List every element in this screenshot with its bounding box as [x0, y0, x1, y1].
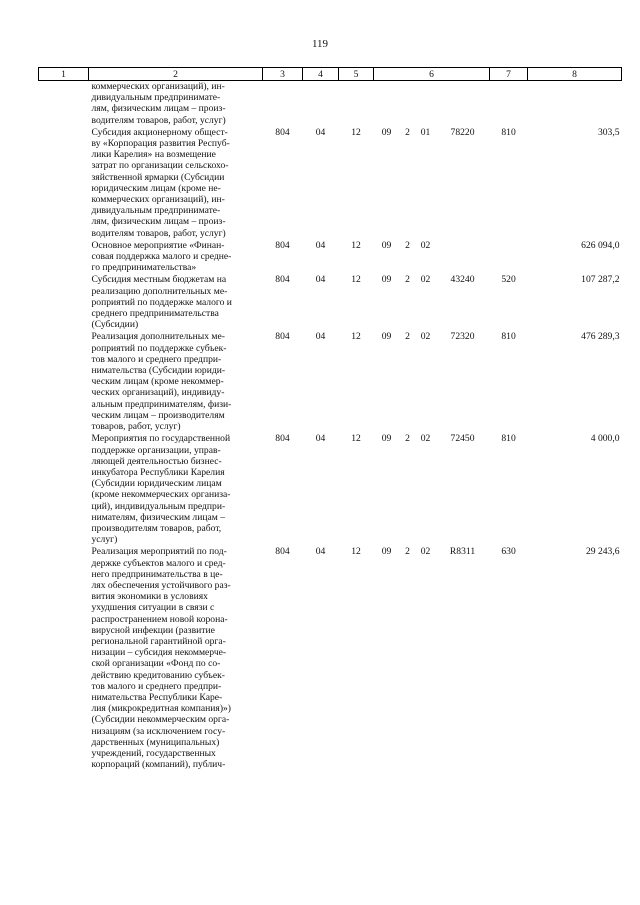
description-line: затрат по организации сельскохо-: [91, 160, 229, 172]
description-line: поддержке организации, управ-: [91, 444, 221, 456]
program-code: 09: [381, 546, 392, 558]
description-line: низации – субсидия некоммерче-: [91, 647, 227, 659]
header-col-5: 5: [339, 68, 374, 81]
header-col-1: 1: [39, 68, 89, 81]
table-row: [39, 546, 622, 771]
measure-code: 02: [420, 433, 431, 445]
table-row: [39, 127, 622, 240]
row-number-cell: [39, 81, 89, 127]
section-code: 04: [315, 331, 326, 343]
description-line: корпораций (компаний), публич-: [91, 759, 226, 771]
description-line: нимательства Республики Каре-: [91, 691, 223, 703]
description-line: ухудшения ситуации в связи с: [91, 602, 215, 614]
expense-type-code: 630: [501, 546, 516, 558]
row-description: [89, 433, 263, 546]
row-number-cell: [39, 433, 89, 546]
description-line: товаров, работ, услуг): [91, 421, 181, 433]
measure-code: 02: [420, 239, 431, 251]
description-line: нимателям, физическим лицам –: [91, 511, 226, 523]
description-line: дарственных (муниципальных): [91, 736, 220, 748]
description-line: (кроме некоммерческих организа-: [91, 489, 231, 501]
subsection-code: 12: [351, 239, 361, 251]
table-row: [39, 81, 622, 127]
program-code: 09: [381, 274, 392, 286]
subsection-code: 12: [351, 274, 361, 286]
description-line: лям, физическим лицам – произ-: [91, 216, 226, 228]
direction-code: [436, 81, 490, 127]
subsection-code: [339, 81, 374, 127]
direction-code: 72450: [450, 433, 475, 445]
measure-code: 02: [420, 274, 431, 286]
chapter-code: [263, 81, 303, 127]
description-line: Субсидия местным бюджетам на: [91, 274, 227, 286]
description-line: коммерческих организаций), ин-: [91, 194, 225, 206]
description-line: низациям (за исключением госу-: [91, 725, 226, 737]
table-row: [39, 274, 622, 331]
expense-type-code: 810: [501, 331, 516, 343]
chapter-code: 804: [275, 126, 290, 138]
description-line: коммерческих организаций), ин-: [91, 81, 225, 92]
description-line: го предпринимательства»: [91, 262, 197, 274]
description-line: (Субсидии): [91, 319, 139, 331]
description-line: ляющей деятельностью бизнес-: [91, 455, 222, 467]
header-col-7: 7: [490, 68, 528, 81]
description-line: роприятий по поддержке малого и: [91, 296, 232, 308]
program-code: [374, 81, 400, 127]
subprogram-code: 2: [405, 239, 410, 251]
direction-code: R8311: [449, 546, 476, 558]
amount: 303,5: [597, 126, 620, 138]
description-line: ческим лицам – производителям: [91, 409, 225, 421]
chapter-code: 804: [275, 546, 290, 558]
subprogram-code: 2: [405, 433, 410, 445]
direction-code: 43240: [450, 274, 475, 286]
description-line: него предпринимательства в це-: [91, 568, 223, 580]
program-code: 09: [381, 239, 392, 251]
description-line: водителям товаров, работ, услуг): [91, 114, 226, 126]
page-number: 119: [311, 38, 329, 50]
program-code: 09: [381, 126, 392, 138]
description-line: Реализация мероприятий по под-: [91, 546, 227, 558]
description-line: дивидуальным предпринимате-: [91, 205, 221, 217]
subprogram-code: [400, 81, 416, 127]
amount: 29 243,6: [585, 546, 620, 558]
description-line: учреждений, государственных: [91, 747, 216, 759]
table-body: [39, 81, 622, 772]
measure-code: 02: [420, 331, 431, 343]
description-line: вития экономики в условиях: [91, 591, 208, 603]
description-line: Реализация дополнительных ме-: [91, 331, 225, 343]
row-description: [89, 240, 263, 275]
description-line: (Субсидии юридическим лицам: [91, 478, 222, 490]
row-number-cell: [39, 274, 89, 331]
row-number-cell: [39, 127, 89, 240]
description-line: совая поддержка малого и средне-: [91, 251, 232, 263]
row-number-cell: [39, 546, 89, 771]
expense-type-code: [490, 240, 528, 275]
chapter-code: 804: [275, 274, 290, 286]
description-line: тов малого и среднего предпри-: [91, 680, 222, 692]
description-line: (Субсидии некоммерческим орга-: [91, 714, 230, 726]
header-col-3: 3: [263, 68, 303, 81]
direction-code: 72320: [450, 331, 475, 343]
description-line: роприятий по поддержке субъек-: [91, 342, 227, 354]
description-line: тов малого и среднего предпри-: [91, 353, 222, 365]
subprogram-code: 2: [405, 274, 410, 286]
subsection-code: 12: [351, 546, 361, 558]
description-line: ву «Корпорация развития Респуб-: [91, 138, 230, 150]
description-line: ций), индивидуальным предпри-: [91, 500, 226, 512]
direction-code: 78220: [450, 126, 475, 138]
description-line: среднего предпринимательства: [91, 308, 219, 320]
table-row: [39, 240, 622, 275]
description-line: держке субъектов малого и сред-: [91, 557, 226, 569]
table-row: [39, 331, 622, 433]
description-line: альным предпринимателям, физи-: [91, 398, 232, 410]
description-line: ческих организаций), индивиду-: [91, 387, 225, 399]
section-code: 04: [315, 126, 326, 138]
subprogram-code: 2: [405, 546, 410, 558]
direction-code: [436, 240, 490, 275]
header-col-8: 8: [528, 68, 622, 81]
section-code: 04: [315, 433, 326, 445]
program-code: 09: [381, 433, 392, 445]
expense-type-code: 520: [501, 274, 516, 286]
expense-type-code: [490, 81, 528, 127]
measure-code: 01: [420, 126, 431, 138]
chapter-code: 804: [275, 239, 290, 251]
description-line: юридическим лицам (кроме не-: [91, 182, 221, 194]
row-description: [89, 274, 263, 331]
program-code: 09: [381, 331, 392, 343]
description-line: услуг): [91, 534, 118, 546]
subprogram-code: 2: [405, 126, 410, 138]
description-line: распространением новой корона-: [91, 613, 228, 625]
description-line: Основное мероприятие «Финан-: [91, 239, 225, 251]
description-line: зяйственной ярмарки (Субсидии: [91, 171, 225, 183]
description-line: Мероприятия по государственной: [91, 433, 231, 445]
subsection-code: 12: [351, 433, 361, 445]
chapter-code: 804: [275, 433, 290, 445]
description-line: нимательства (Субсидии юриди-: [91, 365, 226, 377]
description-line: водителям товаров, работ, услуг): [91, 227, 226, 239]
description-line: лия (микрокредитная компания)»): [91, 703, 232, 715]
description-line: ской организации «Фонд по со-: [91, 658, 221, 670]
row-description: [89, 81, 263, 127]
row-description: [89, 546, 263, 771]
row-description: [89, 127, 263, 240]
measure-code: [416, 81, 436, 127]
subsection-code: 12: [351, 331, 361, 343]
subprogram-code: 2: [405, 331, 410, 343]
description-line: ческим лицам (кроме некоммер-: [91, 376, 224, 388]
table-row: [39, 433, 622, 546]
description-line: вирусной инфекции (развитие: [91, 624, 215, 636]
expense-type-code: 810: [501, 433, 516, 445]
description-line: дивидуальным предпринимате-: [91, 92, 221, 104]
section-code: [303, 81, 339, 127]
description-line: инкубатора Республики Карелия: [91, 466, 225, 478]
amount: 476 289,3: [581, 331, 620, 343]
row-number-cell: [39, 331, 89, 433]
header-row: [39, 68, 622, 81]
section-code: 04: [315, 239, 326, 251]
row-description: [89, 331, 263, 433]
description-line: действию кредитованию субъек-: [91, 669, 225, 681]
description-line: региональной гарантийной орга-: [91, 635, 226, 647]
chapter-code: 804: [275, 331, 290, 343]
budget-table: [38, 67, 622, 771]
measure-code: 02: [420, 546, 431, 558]
subsection-code: 12: [351, 126, 361, 138]
description-line: лям, физическим лицам – произ-: [91, 103, 226, 115]
amount: 4 000,0: [590, 433, 620, 445]
header-col-6: 6: [374, 68, 490, 81]
amount: [528, 81, 622, 127]
header-col-2: 2: [89, 68, 263, 81]
description-line: реализацию дополнительных ме-: [91, 285, 228, 297]
header-col-4: 4: [303, 68, 339, 81]
amount: 626 094,0: [581, 239, 620, 251]
section-code: 04: [315, 546, 326, 558]
description-line: лях обеспечения устойчивого раз-: [91, 579, 231, 591]
description-line: Субсидия акционерному общест-: [91, 126, 228, 138]
expense-type-code: 810: [501, 126, 516, 138]
description-line: производителям товаров, работ,: [91, 522, 222, 534]
row-number-cell: [39, 240, 89, 275]
section-code: 04: [315, 274, 326, 286]
description-line: лики Карелия» на возмещение: [91, 149, 216, 161]
amount: 107 287,2: [581, 274, 620, 286]
